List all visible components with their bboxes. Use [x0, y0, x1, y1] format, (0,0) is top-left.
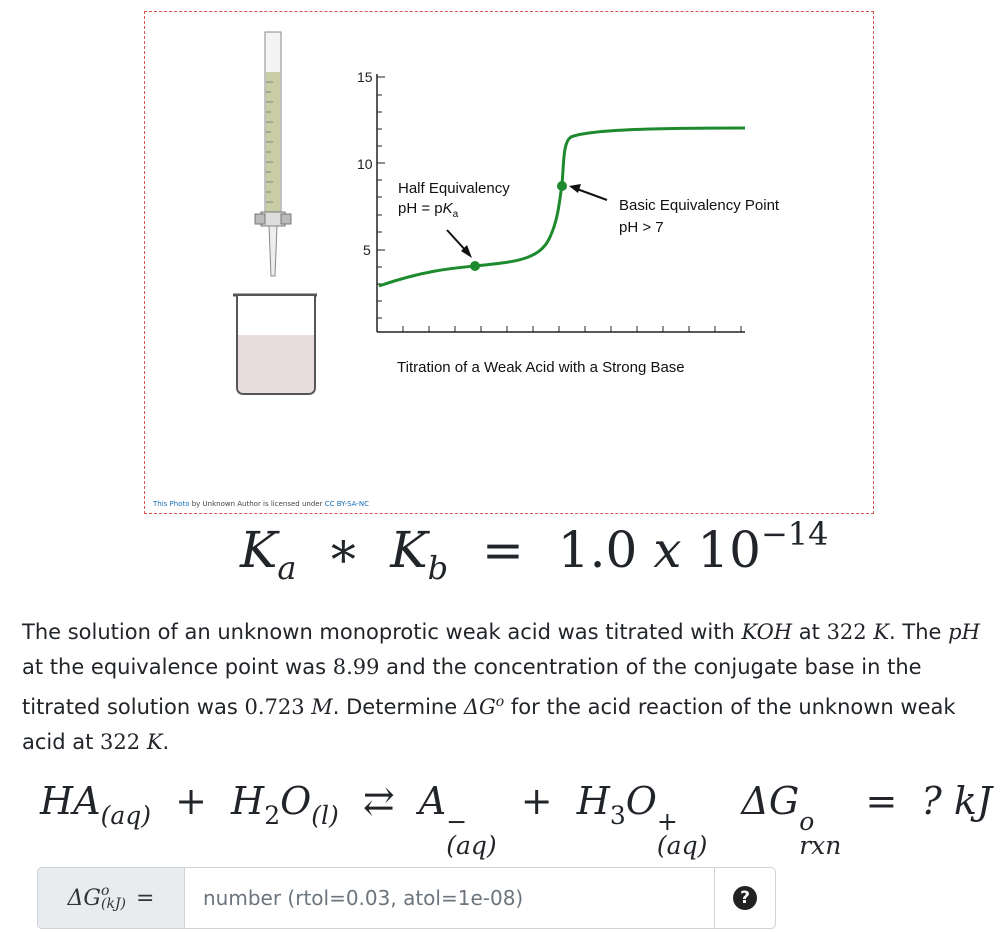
basic-arrow-head [569, 184, 581, 193]
equals-sign: = [481, 521, 524, 579]
kb-symbol: K [390, 521, 428, 579]
temperature-value: 322 [826, 620, 867, 644]
burette-icon [255, 32, 291, 276]
temperature-value-2: 322 [100, 730, 141, 754]
equivalency-point [557, 181, 567, 191]
kw-value: 1.0 [557, 521, 638, 579]
ten-base: 10 [697, 521, 761, 579]
kw-equation [240, 515, 829, 587]
credit-text: by Unknown Author is licensed under [189, 500, 325, 508]
credit-photo-link[interactable]: This Photo [153, 500, 190, 508]
ka-subscript: a [277, 549, 297, 587]
ph-symbol: pH [948, 620, 980, 644]
delta-g-rxn: ΔG [741, 779, 800, 823]
titration-illustration [145, 12, 873, 513]
titration-figure [144, 11, 874, 514]
x-symbol: x [653, 521, 682, 579]
plus-sign-2: + [520, 779, 553, 823]
delta-g-symbol: ΔG [463, 695, 496, 719]
half-equivalency-label: Half Equivalency [398, 180, 510, 197]
basic-equivalency-ph: pH > 7 [619, 219, 664, 236]
plus-sign: + [175, 779, 207, 823]
answer-label: ΔG o (kJ) = [38, 868, 185, 928]
ka-symbol: K [240, 521, 278, 579]
kb-subscript: b [427, 549, 449, 587]
problem-statement: The solution of an unknown monoprotic weak acid was titrated with KOH at 322 K. The pH at the equivalence point was 8.99 and the concentration of the conjugate base in the titrated solution was 0.723 M. Determine $\Delta G^o$ for the acid reaction of the unknown weak acid at 322 K. [22, 620, 980, 754]
water-formula: H [231, 779, 265, 823]
answer-input-group [37, 867, 776, 929]
credit-license-link[interactable]: CC BY-SA-NC [324, 500, 369, 508]
basic-arrow [577, 189, 607, 200]
reaction-equation: $HA_{(aq)} + H_2O_{(l)}$ ⇄ A − (aq) + $H_3O$ + (aq) ΔG o rxn = ? kJ [40, 779, 993, 860]
photo-credit [153, 500, 369, 508]
y-tick-15: 15 [357, 69, 373, 85]
koh-formula: KOH [741, 620, 793, 644]
hydronium-formula: H [576, 779, 610, 823]
ph-value: 8.99 [332, 655, 380, 679]
exponent: −14 [760, 515, 829, 553]
unknown-value: ? kJ [921, 779, 993, 823]
beaker-icon [233, 295, 317, 394]
half-equivalency-point [470, 261, 480, 271]
basic-equivalency-label: Basic Equivalency Point [619, 197, 780, 214]
concentration-value: 0.723 [244, 695, 305, 719]
equals-sign-2: = [865, 779, 898, 823]
ha-formula: HA [40, 779, 101, 823]
times-operator: ∗ [326, 521, 361, 579]
answer-input[interactable] [185, 868, 714, 928]
equilibrium-arrow: ⇄ [362, 779, 395, 823]
y-tick-10: 10 [357, 156, 373, 172]
conjugate-base-formula: A [418, 779, 447, 823]
y-tick-5: 5 [363, 242, 371, 258]
figure-caption: Titration of a Weak Acid with a Strong Base [397, 359, 685, 376]
question-circle-icon[interactable]: ? [733, 886, 757, 910]
half-equivalency-ph: pH = $pK_a$ [398, 200, 459, 220]
help-button[interactable] [714, 868, 775, 928]
